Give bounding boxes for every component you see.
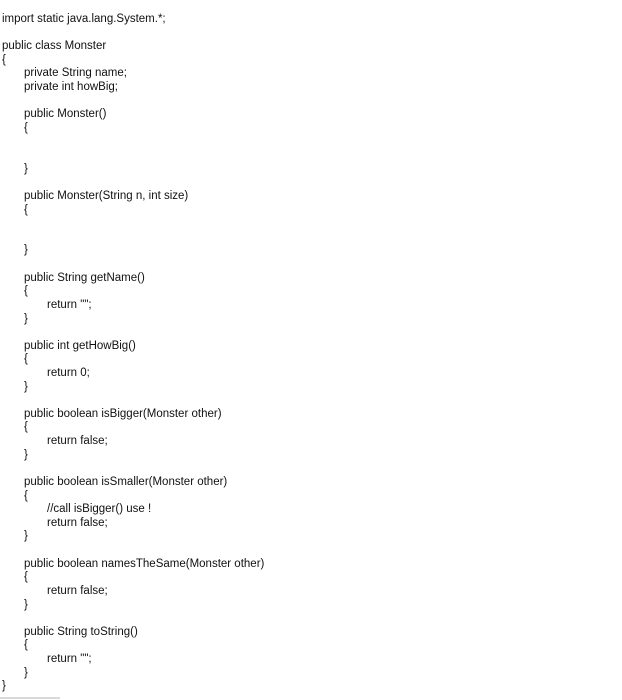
code-line: {: [24, 353, 28, 365]
code-line: }: [24, 381, 28, 393]
code-line: public class Monster: [2, 40, 107, 52]
code-line: {: [24, 204, 28, 216]
code-line: {: [24, 421, 28, 433]
code-line: }: [24, 163, 28, 175]
code-line: {: [2, 54, 6, 66]
code-line: private String name;: [24, 67, 127, 79]
code-line: {: [24, 639, 28, 651]
code-line: }: [24, 313, 28, 325]
code-line: }: [24, 530, 28, 542]
code-line: {: [24, 285, 28, 297]
code-line: }: [24, 244, 28, 256]
code-line: public int getHowBig(): [24, 340, 136, 352]
code-line: return 0;: [47, 367, 90, 379]
code-line: return false;: [47, 517, 108, 529]
code-line: return false;: [47, 435, 108, 447]
code-line: {: [24, 122, 28, 134]
code-line: }: [24, 449, 28, 461]
code-line: public String toString(): [24, 626, 138, 638]
code-line: }: [24, 599, 28, 611]
code-line: }: [24, 667, 28, 679]
code-line: public boolean isBigger(Monster other): [24, 408, 222, 420]
code-line: {: [24, 571, 28, 583]
code-line: return "";: [47, 299, 92, 311]
code-line: public Monster(): [24, 108, 107, 120]
code-line: return "";: [47, 653, 92, 665]
code-line: import static java.lang.System.*;: [2, 13, 166, 25]
bottom-divider: [0, 697, 60, 699]
code-line: return false;: [47, 585, 108, 597]
code-line: public Monster(String n, int size): [24, 190, 189, 202]
code-line: {: [24, 490, 28, 502]
code-line: public boolean namesTheSame(Monster other): [24, 558, 265, 570]
code-line: private int howBig;: [24, 81, 118, 93]
code-line: public String getName(): [24, 272, 145, 284]
code-line: //call isBigger() use !: [47, 503, 152, 515]
code-line: public boolean isSmaller(Monster other): [24, 476, 228, 488]
code-line: }: [2, 680, 6, 692]
